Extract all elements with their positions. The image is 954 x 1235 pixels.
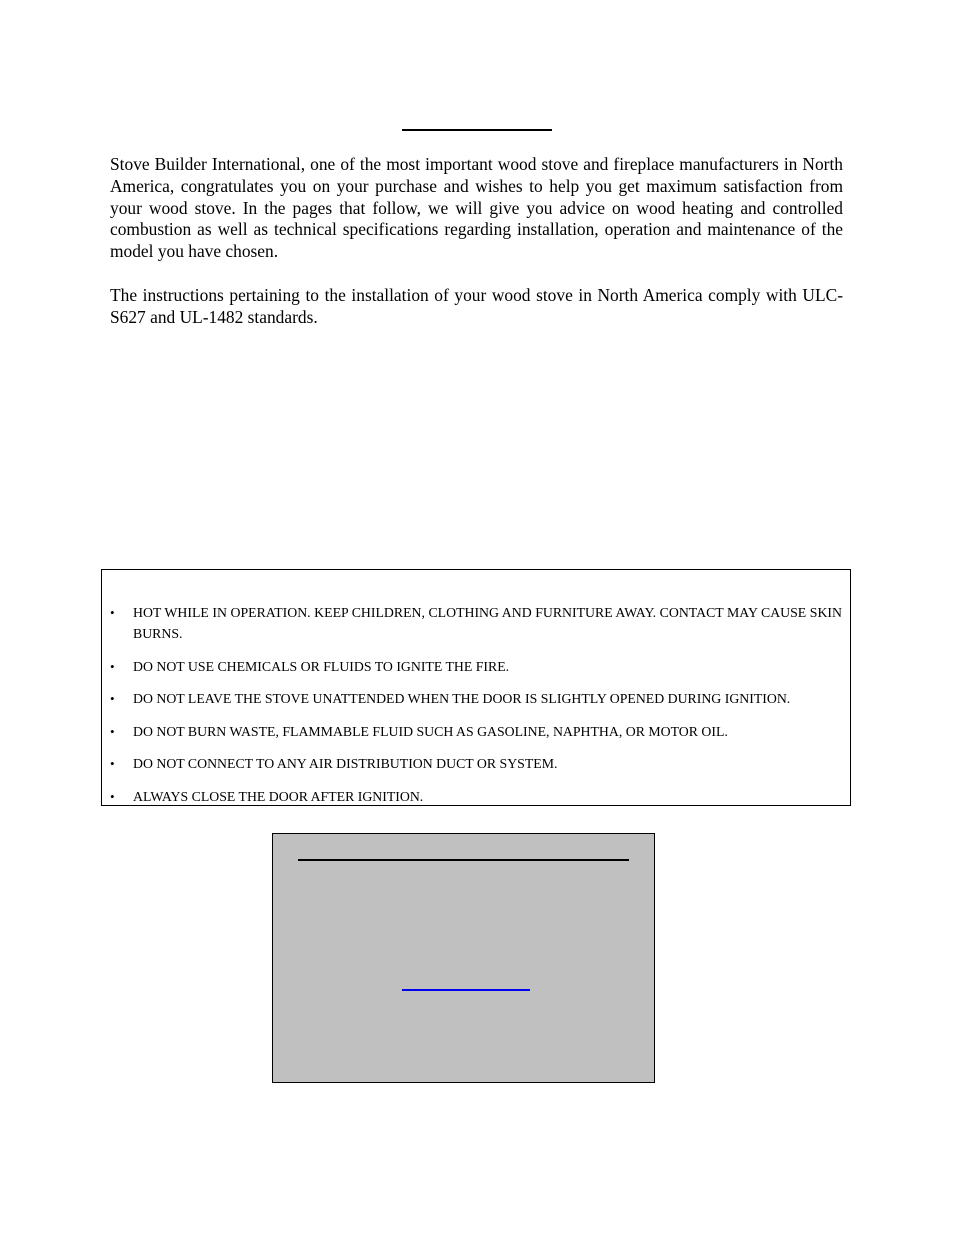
warning-text: DO NOT USE CHEMICALS OR FLUIDS TO IGNITE THE FIRE. <box>133 658 510 674</box>
intro-paragraph-2: The instructions pertaining to the installation of your wood stove in North America comply with ULC-S627 and UL-1482 standards. <box>110 284 843 327</box>
warning-item <box>102 721 850 742</box>
bullet-icon: • <box>110 723 115 739</box>
intro-section <box>110 154 843 351</box>
bullet-icon: • <box>110 788 115 804</box>
bullet-icon: • <box>110 691 115 706</box>
intro-paragraph-1: Stove Builder International, one of the most important wood stove and fireplace manufacturers in North America, congratulates you on your purchase and wishes to help you get maximum satisfaction from your wood stove. In the pages that follow, we will give you advice on wood heating and controlled combustion as well as technical specifications regarding installation, operation and maintenance of the model you have chosen. <box>110 154 843 262</box>
warning-text: HOT WHILE IN OPERATION. KEEP CHILDREN, CLOTHING AND FURNITURE AWAY. CONTACT MAY CAUSE SKIN BURNS. <box>133 605 842 641</box>
title-underline <box>402 129 552 131</box>
warning-text: DO NOT BURN WASTE, FLAMMABLE FLUID SUCH AS GASOLINE, NAPHTHA, OR MOTOR OIL. <box>133 723 728 739</box>
warning-text: ALWAYS CLOSE THE DOOR AFTER IGNITION. <box>133 788 424 804</box>
bullet-icon: • <box>110 605 115 620</box>
warning-item <box>102 688 850 709</box>
info-box-heading-underline <box>298 859 629 861</box>
bullet-icon: • <box>110 756 115 771</box>
warning-list <box>102 602 850 818</box>
warning-item <box>102 602 850 644</box>
warning-text: DO NOT CONNECT TO ANY AIR DISTRIBUTION DUCT OR SYSTEM. <box>133 756 558 771</box>
warning-item <box>102 786 850 807</box>
info-box <box>272 833 655 1083</box>
warning-text: DO NOT LEAVE THE STOVE UNATTENDED WHEN THE DOOR IS SLIGHTLY OPENED DURING IGNITION. <box>133 691 791 706</box>
bullet-icon: • <box>110 658 115 674</box>
warning-box <box>101 569 851 806</box>
website-link-underline[interactable] <box>402 989 530 991</box>
warning-item <box>102 656 850 677</box>
warning-item <box>102 753 850 774</box>
